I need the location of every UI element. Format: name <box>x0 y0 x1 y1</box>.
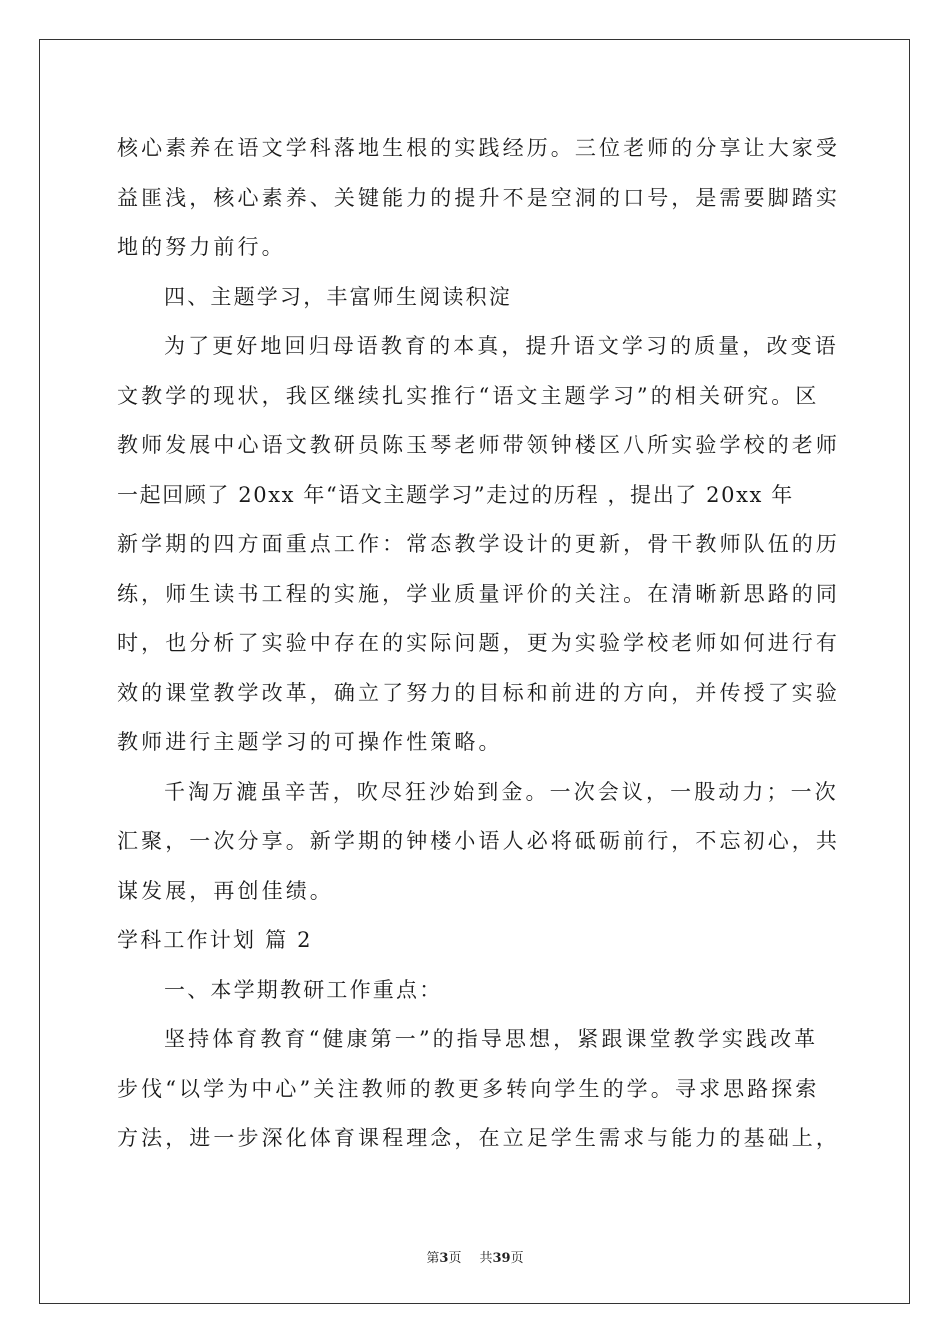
text-line: 时，也分析了实验中存在的实际问题，更为实验学校老师如何进行有 <box>117 631 840 655</box>
text-line: 文教学的现状，我区继续扎实推行“语文主题学习”的相关研究。区 <box>117 383 820 408</box>
footer-total-pages: 39 <box>492 1251 511 1266</box>
text-line: 效的课堂教学改革，确立了努力的目标和前进的方向，并传授了实验 <box>117 680 840 705</box>
text-line: 新学期的四方面重点工作：常态教学设计的更新，骨干教师队伍的历 <box>117 532 840 556</box>
text-line: 教师进行主题学习的可操作性策略。 <box>117 730 503 754</box>
footer-total-prefix: 共 <box>479 1251 493 1266</box>
document-body <box>117 124 840 1164</box>
footer-total-suffix: 页 <box>510 1251 524 1266</box>
footer-prefix: 第 <box>426 1251 440 1266</box>
text-line: 练，师生读书工程的实施，学业质量评价的关注。在清晰新思路的同 <box>117 581 840 606</box>
text-line: 方法，进一步深化体育课程理念，在立足学生需求与能力的基础上， <box>117 1126 840 1150</box>
text-line: 一起回顾了 20xx 年“语文主题学习”走过的历程 ，提出了 20xx 年 <box>117 482 794 507</box>
section-title: 学科工作计划 篇 2 <box>117 928 313 952</box>
section-heading: 四、主题学习，丰富师生阅读积淀 <box>164 284 512 309</box>
text-line: 坚持体育教育“健康第一”的指导思想，紧跟课堂教学实践改革 <box>164 1027 819 1051</box>
text-line: 核心素养在语文学科落地生根的实践经历。三位老师的分享让大家受 <box>117 136 840 160</box>
section-heading: 一、本学期教研工作重点： <box>164 977 443 1002</box>
text-line: 千淘万漉虽辛苦，吹尽狂沙始到金。一次会议，一股动力；一次 <box>164 779 839 804</box>
footer-page-number: 3 <box>439 1251 449 1266</box>
text-line: 为了更好地回归母语教育的本真，提升语文学习的质量，改变语 <box>164 334 839 358</box>
text-line: 谋发展，再创佳绩。 <box>117 878 334 903</box>
page-footer <box>0 1247 950 1266</box>
text-line: 步伐“以学为中心”关注教师的教更多转向学生的学。寻求思路探索 <box>117 1076 820 1101</box>
text-line: 地的努力前行。 <box>117 235 286 259</box>
text-line: 汇聚，一次分享。新学期的钟楼小语人必将砥砺前行，不忘初心，共 <box>117 829 840 853</box>
text-line: 教师发展中心语文教研员陈玉琴老师带领钟楼区八所实验学校的老师 <box>117 433 840 457</box>
text-line: 益匪浅，核心素养、关键能力的提升不是空洞的口号，是需要脚踏实 <box>117 185 840 210</box>
footer-page-suffix: 页 <box>448 1251 462 1266</box>
